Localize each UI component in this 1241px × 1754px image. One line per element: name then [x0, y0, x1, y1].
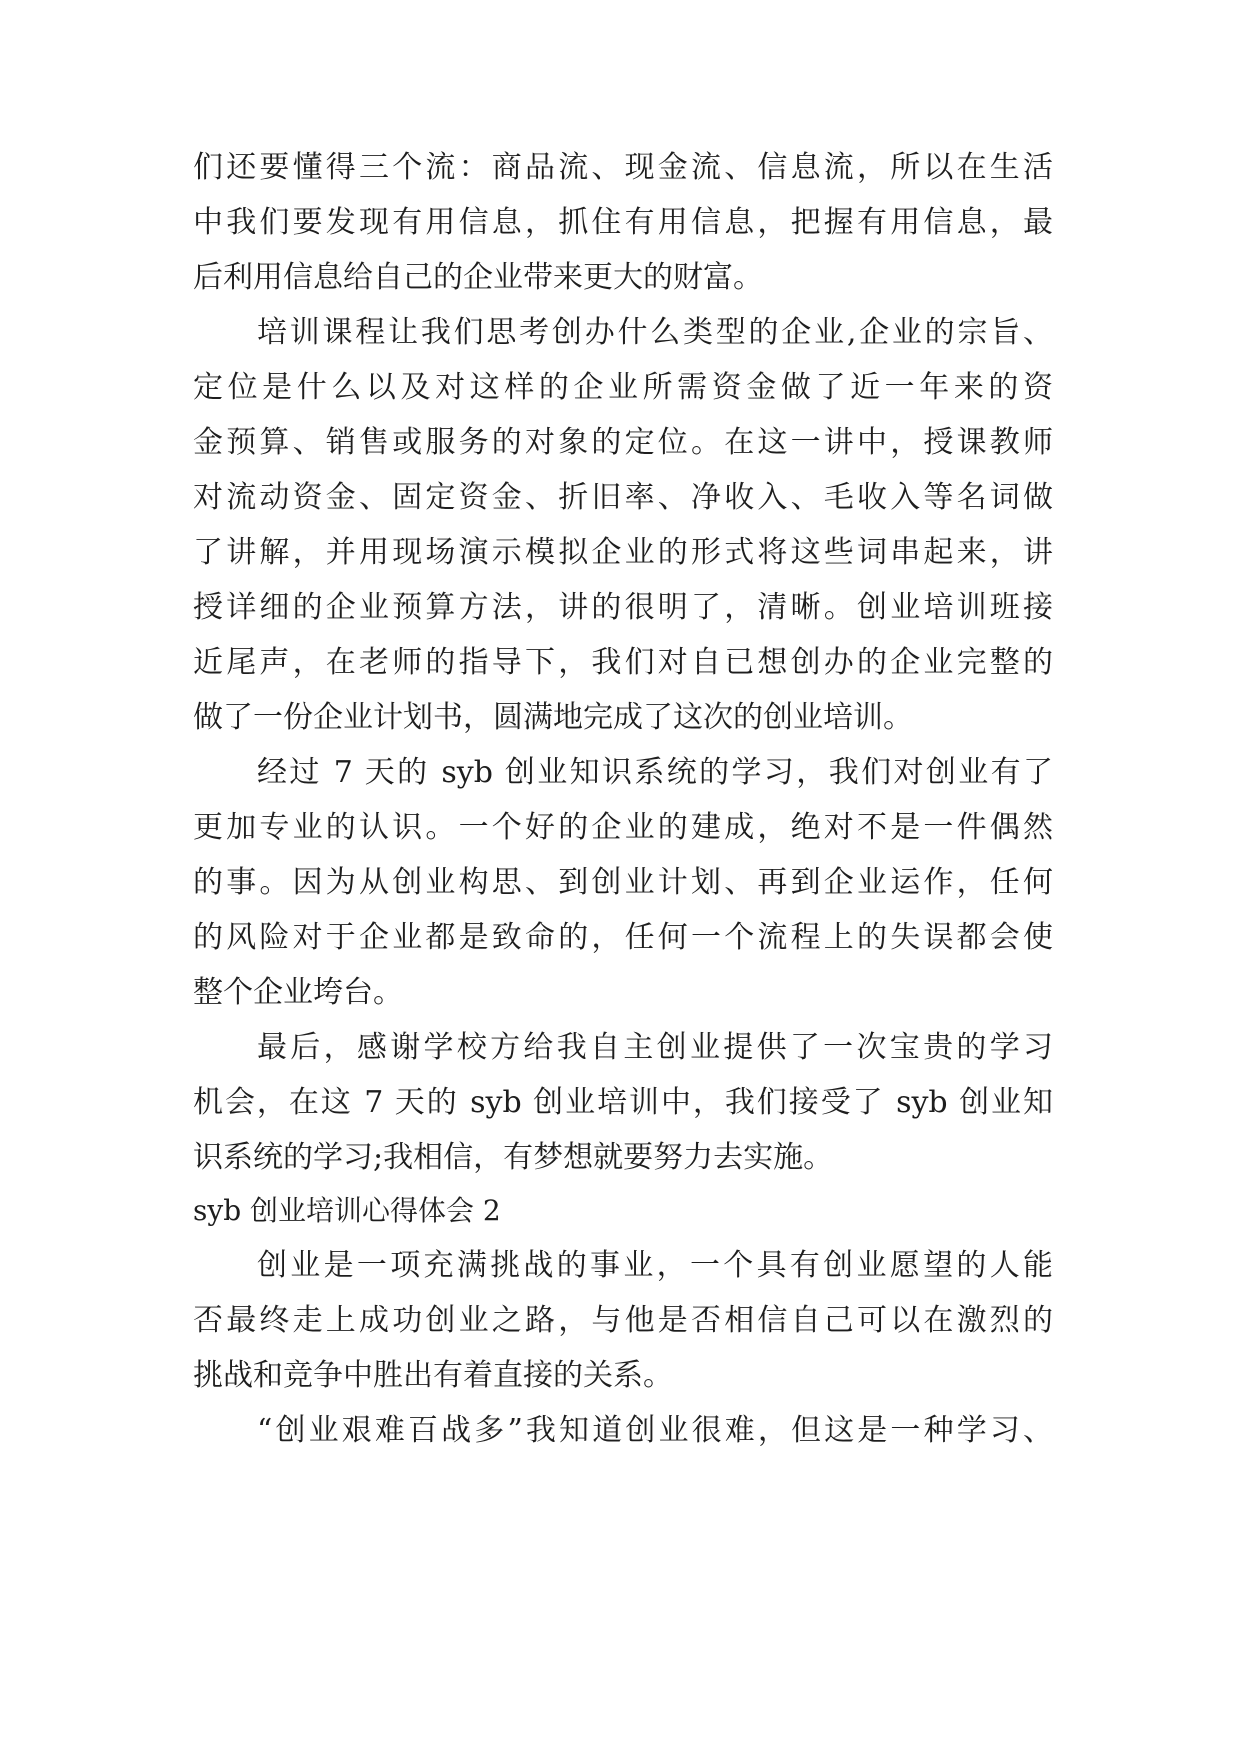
text-line: 近尾声，在老师的指导下，我们对自已想创办的企业完整的 [193, 645, 1053, 680]
paragraph-first-line: 创业是一项充满挑战的事业，一个具有创业愿望的人能 [257, 1248, 1053, 1283]
text-line: 对流动资金、固定资金、折旧率、净收入、毛收入等名词做 [193, 480, 1053, 515]
text-line: 的风险对于企业都是致命的，任何一个流程上的失误都会使 [193, 920, 1053, 955]
text-line: 的事。因为从创业构思、到创业计划、再到企业运作，任何 [193, 865, 1053, 900]
paragraph-first-line: 培训课程让我们思考创办什么类型的企业,企业的宗旨、 [257, 315, 1053, 350]
paragraph-first-line: “创业艰难百战多”我知道创业很难，但这是一种学习、 [257, 1413, 1053, 1448]
text-line: 做了一份企业计划书，圆满地完成了这次的创业培训。 [193, 700, 913, 735]
text-line: 更加专业的认识。一个好的企业的建成，绝对不是一件偶然 [193, 810, 1053, 845]
paragraph-first-line: 最后，感谢学校方给我自主创业提供了一次宝贵的学习 [257, 1030, 1053, 1065]
text-line: 挑战和竞争中胜出有着直接的关系。 [193, 1358, 673, 1393]
text-line: 定位是什么以及对这样的企业所需资金做了近一年来的资 [193, 370, 1053, 405]
text-line: 中我们要发现有用信息，抓住有用信息，把握有用信息，最 [193, 205, 1053, 240]
text-line: 机会，在这 7 天的 syb 创业培训中，我们接受了 syb 创业知 [193, 1085, 1053, 1120]
text-line: 整个企业垮台。 [193, 975, 403, 1010]
text-line: 金预算、销售或服务的对象的定位。在这一讲中，授课教师 [193, 425, 1053, 460]
text-line: 们还要懂得三个流：商品流、现金流、信息流，所以在生活 [193, 150, 1053, 185]
text-line: 识系统的学习;我相信，有梦想就要努力去实施。 [193, 1140, 834, 1175]
text-line: 否最终走上成功创业之路，与他是否相信自己可以在激烈的 [193, 1303, 1053, 1338]
paragraph-first-line: 经过 7 天的 syb 创业知识系统的学习，我们对创业有了 [257, 755, 1053, 790]
text-line: 授详细的企业预算方法，讲的很明了，清晰。创业培训班接 [193, 590, 1053, 625]
text-line: 了讲解，并用现场演示模拟企业的形式将这些词串起来，讲 [193, 535, 1053, 570]
text-line: 后利用信息给自己的企业带来更大的财富。 [193, 260, 763, 295]
section-heading: syb 创业培训心得体会 2 [193, 1194, 501, 1227]
